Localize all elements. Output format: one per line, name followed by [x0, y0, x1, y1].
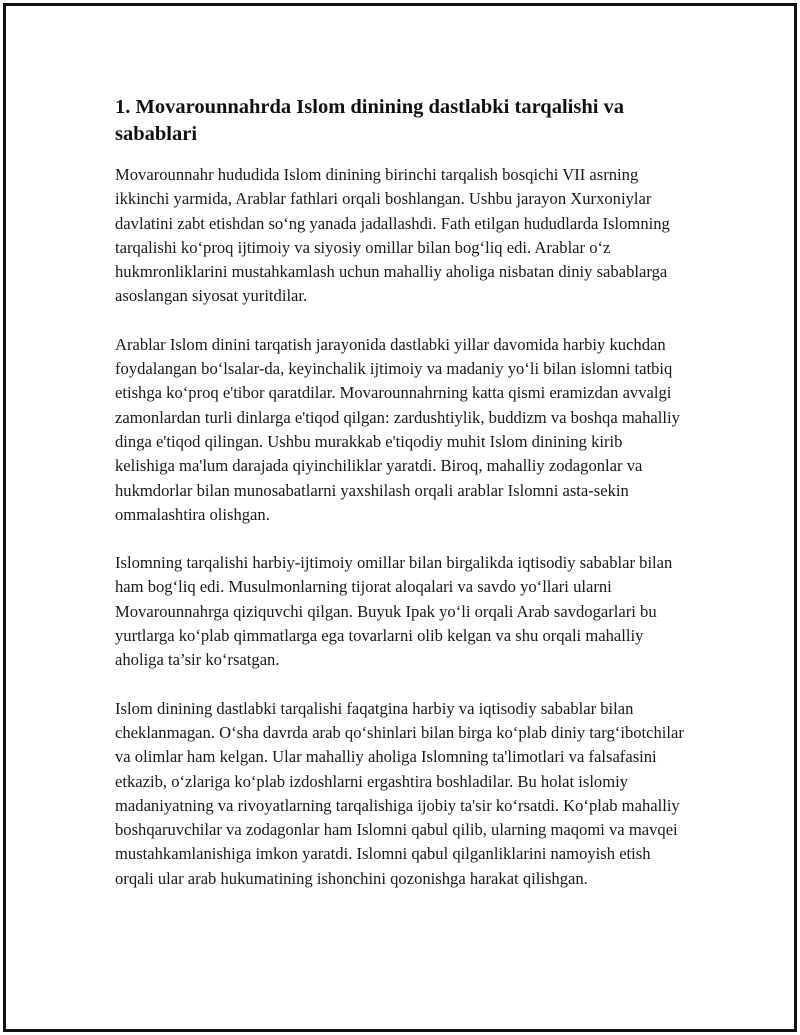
paragraph-1: Movarounnahr hududida Islom dinining birinchi tarqalish bosqichi VII asrning ikkinchi yarmida, Arablar fathlari orqali boshlangan. Ushbu jarayon Xurxoniylar davlatini zabt etishdan so‘ng yanada jadallashdi. Fath etilgan hududlarda Islomning tarqalishi ko‘proq ijtimoiy va siyosiy omillar bilan bog‘liq edi. Arablar o‘z hukmronliklarini mustahkamlash uchun mahalliy aholiga nisbatan diniy sabablarga asoslangan siyosat yuritdilar.: [115, 165, 670, 306]
section-heading: 1. Movarounnahrda Islom dinining dastlabki tarqalishi va sabablari: [115, 96, 625, 145]
paragraph-2: Arablar Islom dinini tarqatish jarayonida dastlabki yillar davomida harbiy kuchdan foydalangan bo‘lsalar-da, keyinchalik ijtimoiy va madaniy yo‘li bilan islomni tatbiq etishga ko‘proq e'tibor qaratdilar. Movarounnahrning katta qismi eramizdan avvalgi zamonlardan turli dinlarga e'tiqod qilgan: zardushtiylik, buddizm va boshqa mahalliy dinga e'tiqod qilingan. Ushbu murakkab e'tiqodiy muhit Islom dinining kirib kelishiga ma'lum darajada qiyinchiliklar yaratdi. Biroq, mahalliy zodagonlar va hukmdorlar bilan munosabatlarni yaxshilash orqali arablar Islomni asta-sekin ommalashtira olishgan.: [115, 334, 680, 524]
document-body: [115, 94, 685, 915]
paragraph-3: Islomning tarqalishi harbiy-ijtimoiy omillar bilan birgalikda iqtisodiy sabablar bilan ham bog‘liq edi. Musulmonlarning tijorat aloqalari va savdo yo‘llari ularni Movarounnahrga qiziquvchi qilgan. Buyuk Ipak yo‘li orqali Arab savdogarlari bu yurtlarga ko‘plab qimmatlarga ega tovarlarni olib kelgan va shu orqali mahalliy aholiga ta’sir ko‘rsatgan.: [115, 553, 673, 670]
paragraph-4: Islom dinining dastlabki tarqalishi faqatgina harbiy va iqtisodiy sabablar bilan cheklanmagan. O‘sha davrda arab qo‘shinlari bilan birga ko‘plab diniy targ‘ibotchilar va olimlar ham kelgan. Ular mahalliy aholiga Islomning ta'limotlari va falsafasini etkazib, o‘zlariga ko‘plab izdoshlarni ergashtira boshladilar. Bu holat islomiy madaniyatning va rivoyatlarning tarqalishiga ijobiy ta'sir ko‘rsatdi. Ko‘plab mahalliy boshqaruvchilar va zodagonlar ham Islomni qabul qilib, ularning maqomi va mavqei mustahkamlanishiga imkon yaratdi. Islomni qabul qilganliklarini namoyish etish orqali ular arab hukumatining ishonchini qozonishga harakat qilishgan.: [115, 698, 684, 888]
